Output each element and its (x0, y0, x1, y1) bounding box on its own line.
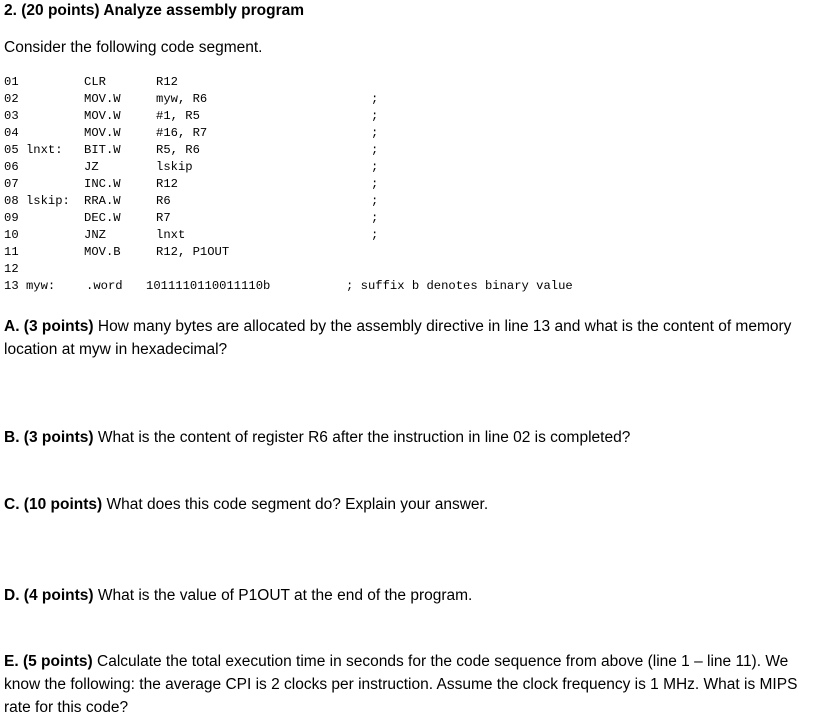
comment: ; (371, 143, 379, 157)
code-line (4, 210, 824, 227)
question-b (4, 426, 824, 449)
code-line (4, 125, 824, 142)
comment: ; (371, 126, 379, 140)
line-label: 06 (4, 160, 19, 174)
line-label: 10 (4, 228, 19, 242)
line-label: 11 (4, 245, 19, 259)
line-label: 07 (4, 177, 19, 191)
problem-title: 2. (20 points) Analyze assembly program (4, 2, 305, 19)
code-line (4, 261, 824, 278)
operands: R5, R6 (156, 143, 200, 157)
line-label: 05 lnxt: (4, 143, 63, 157)
code-line (4, 193, 824, 210)
operands: R12 (156, 75, 178, 89)
opcode: MOV.B (84, 245, 121, 259)
operands: lnxt (156, 228, 186, 242)
code-line (4, 142, 824, 159)
question-e (4, 650, 824, 719)
opcode: JNZ (84, 228, 106, 242)
code-listing (4, 74, 824, 295)
opcode: DEC.W (84, 211, 121, 225)
opcode: RRA.W (84, 194, 121, 208)
question-c-label: C. (10 points) (4, 496, 103, 513)
question-a-text: How many bytes are allocated by the assembly directive in line 13 and what is the content of memory location at myw in hexadecimal? (4, 318, 792, 358)
opcode: CLR (84, 75, 106, 89)
operands: R6 (156, 194, 171, 208)
code-line (4, 278, 824, 295)
operands: R12 (156, 177, 178, 191)
code-line (4, 91, 824, 108)
line-label: 12 (4, 262, 19, 276)
code-line (4, 159, 824, 176)
question-a (4, 315, 824, 361)
comment: ; (371, 92, 379, 106)
question-b-label: B. (3 points) (4, 429, 94, 446)
operands: R7 (156, 211, 171, 225)
comment: ; (371, 211, 379, 225)
opcode: MOV.W (84, 109, 121, 123)
comment: ; (371, 228, 379, 242)
question-d-text: What is the value of P1OUT at the end of the program. (93, 587, 473, 604)
code-line (4, 108, 824, 125)
comment: ; (371, 177, 379, 191)
operands: 1011110110011110b (146, 279, 271, 293)
line-label: 08 lskip: (4, 194, 70, 208)
code-line (4, 176, 824, 193)
line-label: 01 (4, 75, 19, 89)
operands: myw, R6 (156, 92, 208, 106)
line-label: 04 (4, 126, 19, 140)
comment: ; (371, 109, 379, 123)
question-e-label: E. (5 points) (4, 653, 93, 670)
opcode: MOV.W (84, 92, 121, 106)
comment: ; (371, 194, 379, 208)
operands: #1, R5 (156, 109, 200, 123)
line-label: 09 (4, 211, 19, 225)
code-line (4, 244, 824, 261)
operands: #16, R7 (156, 126, 208, 140)
question-c-text: What does this code segment do? Explain your answer. (102, 496, 489, 513)
operands: lskip (156, 160, 193, 174)
question-d (4, 584, 824, 607)
line-label: 02 (4, 92, 19, 106)
question-d-label: D. (4 points) (4, 587, 94, 604)
question-b-text: What is the content of register R6 after the instruction in line 02 is completed? (93, 429, 631, 446)
question-e-text: Calculate the total execution time in seconds for the code sequence from above (line 1 – line 11). We know the following: the average CPI is 2 clocks per instruction. Assume the clock frequency is 1 MHz. What is MIPS rate for this code? (4, 653, 798, 716)
opcode: MOV.W (84, 126, 121, 140)
line-label: 13 myw: (4, 279, 56, 293)
opcode: .word (86, 279, 123, 293)
comment: ; (371, 160, 379, 174)
opcode: INC.W (84, 177, 121, 191)
opcode: JZ (84, 160, 99, 174)
opcode: BIT.W (84, 143, 121, 157)
operands: R12, P1OUT (156, 245, 230, 259)
intro-text: Consider the following code segment. (4, 39, 263, 56)
comment: ; suffix b denotes binary value (346, 279, 573, 293)
question-c (4, 493, 824, 516)
line-label: 03 (4, 109, 19, 123)
code-line (4, 227, 824, 244)
question-a-label: A. (3 points) (4, 318, 94, 335)
code-line (4, 74, 824, 91)
